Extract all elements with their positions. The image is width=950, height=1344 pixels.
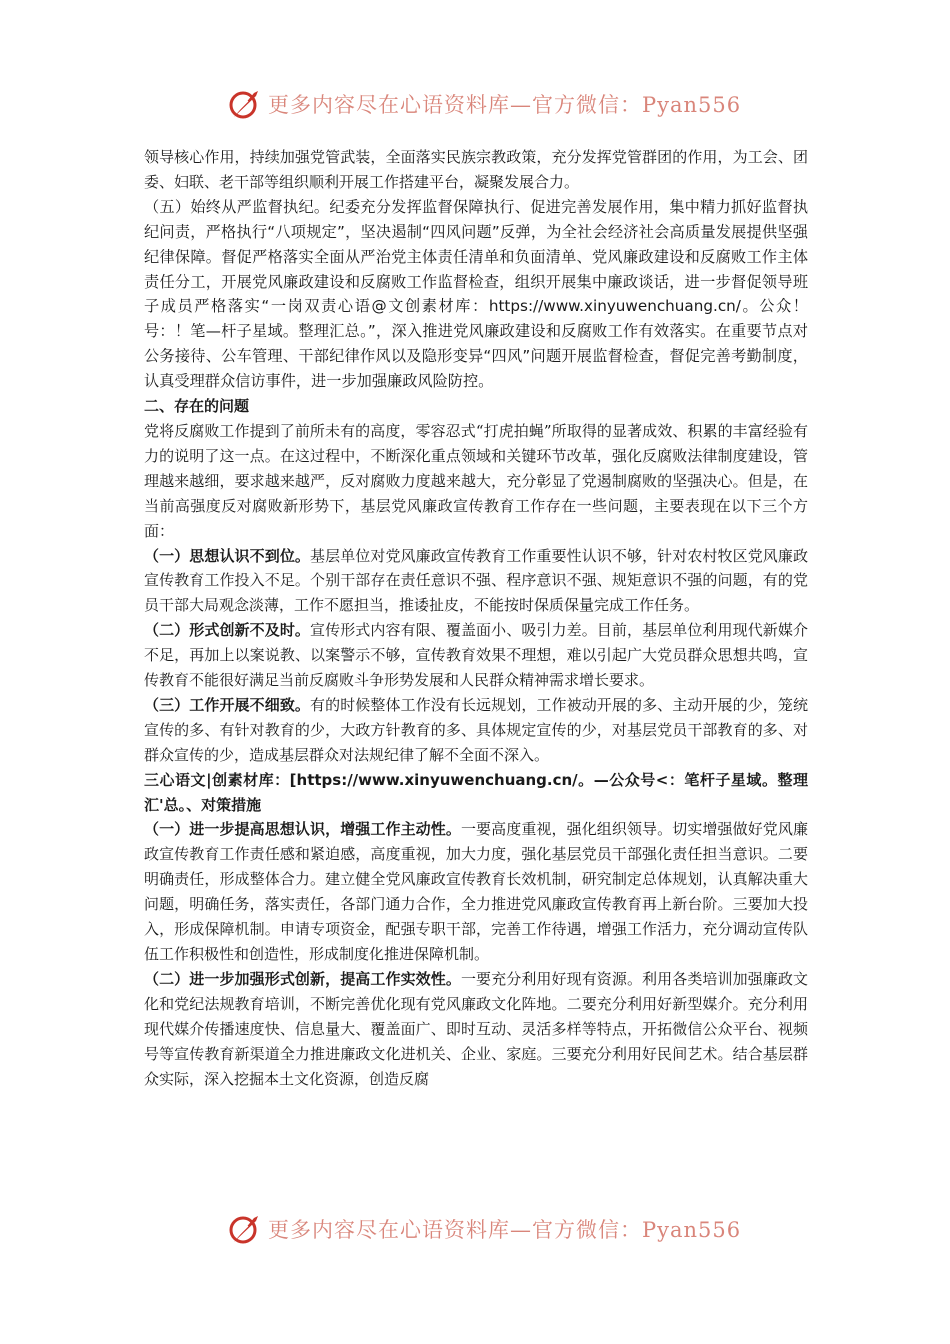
paragraph-text: 宣传形式内容有限、覆盖面小、吸引力差。目前，基层单位利用现代新媒介不足，再加上以案说教、以案警示不够，宣传教育效果不理想，难以引起广大党员群众思想共鸣，宣传教育不能很好满足当前反腐败斗争形势发展和人民群众精神需求增长要求。 [144, 621, 808, 690]
document-body [144, 145, 808, 1091]
section-heading-measures: 三心语文|创素材库：[https://www.xinyuwenchuang.cn/。—公众号<：笔杆子星域。整理汇'总。、对策措施 [144, 770, 808, 814]
footer-banner [0, 1209, 950, 1249]
header-banner-text: 更多内容尽在心语资料库—官方微信：Pyan556 [268, 93, 742, 117]
paragraph-text: 一要高度重视，强化组织领导。切实增强做好党风廉政宣传教育工作责任感和紧迫感，高度重视，加大力度，强化基层党员干部强化责任担当意识。二要明确责任，形成整体合力。建立健全党风廉政宣传教育长效机制，研究制定总体规划，认真解决重大问题，明确任务，落实责任，各部门通力合作，全力推进党风廉政宣传教育再上新台阶。三要加大投入，形成保障机制。申请专项资金，配强专职干部，完善工作待遇，增强工作活力，充分调动宣传队伍工作积极性和创造性，形成制度化推进保障机制。 [144, 820, 808, 963]
paragraph-lead: （二）形式创新不及时。 [144, 621, 311, 640]
paragraph-section-five: （五）始终从严监督执纪。纪委充分发挥监督保障执行、促进完善发展作用，集中精力抓好监督执纪问责，严格执行“八项规定”，坚决遏制“四风问题”反弹，为全社会经济社会高质量发展提供坚强纪律保障。督促严格落实全面从严治党主体责任清单和负面清单、党风廉政建设和反腐败工作主体责任分工，开展党风廉政建设和反腐败工作监督检查，组织开展集中廉政谈话，进一步督促领导班子成员严格落实“一岗双责心语@文创素材库：https://www.xinyuwenchuang.cn/。公众！号：！笔—杆子星域。整理汇总。”，深入推进党风廉政建设和反腐败工作有效落实。在重要节点对公务接待、公车管理、干部纪律作风以及隐形变异“四风”问题开展监督检查，督促完善考勤制度，认真受理群众信访事件，进一步加强廉政风险防控。 [144, 197, 808, 391]
section-heading-problems: 二、存在的问题 [144, 397, 250, 416]
paragraph [144, 618, 808, 693]
quill-logo-icon [228, 87, 262, 121]
paragraph-lead: （一）进一步提高思想认识，增强工作主动性。 [144, 820, 461, 839]
paragraph-lead: （三）工作开展不细致。 [144, 695, 311, 714]
paragraph [144, 817, 808, 966]
paragraph-text: 一要充分利用好现有资源。利用各类培训加强廉政文化和党纪法规教育培训，不断完善优化现有党风廉政文化阵地。二要充分利用好新型媒介。充分利用现代媒介传播速度快、信息量大、覆盖面广、即时互动、灵活多样等特点，开拓微信公众平台、视频号等宣传教育新渠道全力推进廉政文化进机关、企业、家庭。三要充分利用好民间艺术。结合基层群众实际，深入挖掘本土文化资源，创造反腐 [144, 969, 808, 1088]
paragraph: 党将反腐败工作提到了前所未有的高度，零容忍式“打虎拍蝇”所取得的显著成效、积累的丰富经验有力的说明了这一点。在这过程中，不断深化重点领域和关键环节改革，强化反腐败法律制度建设，管理越来越细，要求越来越严，反对腐败力度越来越大，充分彰显了党遏制腐败的坚强决心。但是，在当前高强度反对腐败新形势下，基层党风廉政宣传教育工作存在一些问题，主要表现在以下三个方面： [144, 421, 808, 540]
paragraph: 领导核心作用，持续加强党管武装，全面落实民族宗教政策，充分发挥党管群团的作用，为工会、团委、妇联、老干部等组织顺利开展工作搭建平台，凝聚发展合力。 [144, 148, 808, 191]
paragraph-text: 有的时候整体工作没有长远规划，工作被动开展的多、主动开展的少，笼统宣传的多、有针对教育的少，大政方针教育的多、具体规定宣传的少，对基层党员干部教育的多、对群众宣传的少，造成基层群众对法规纪律了解不全面不深入。 [144, 695, 808, 764]
quill-logo-icon [228, 1212, 262, 1246]
paragraph [144, 967, 808, 1092]
paragraph-text: 基层单位对党风廉政宣传教育工作重要性认识不够，针对农村牧区党风廉政宣传教育工作投入不足。个别干部存在责任意识不强、程序意识不强、规矩意识不强的问题，有的党员干部大局观念淡薄，工作不愿担当，推诿扯皮，不能按时保质保量完成工作任务。 [144, 546, 808, 615]
paragraph-lead: （二）进一步加强形式创新，提高工作实效性。 [144, 969, 461, 988]
header-banner [0, 84, 950, 124]
paragraph [144, 693, 808, 768]
paragraph [144, 544, 808, 619]
footer-banner-text: 更多内容尽在心语资料库—官方微信：Pyan556 [268, 1218, 742, 1242]
paragraph-lead: （一）思想认识不到位。 [144, 546, 311, 565]
